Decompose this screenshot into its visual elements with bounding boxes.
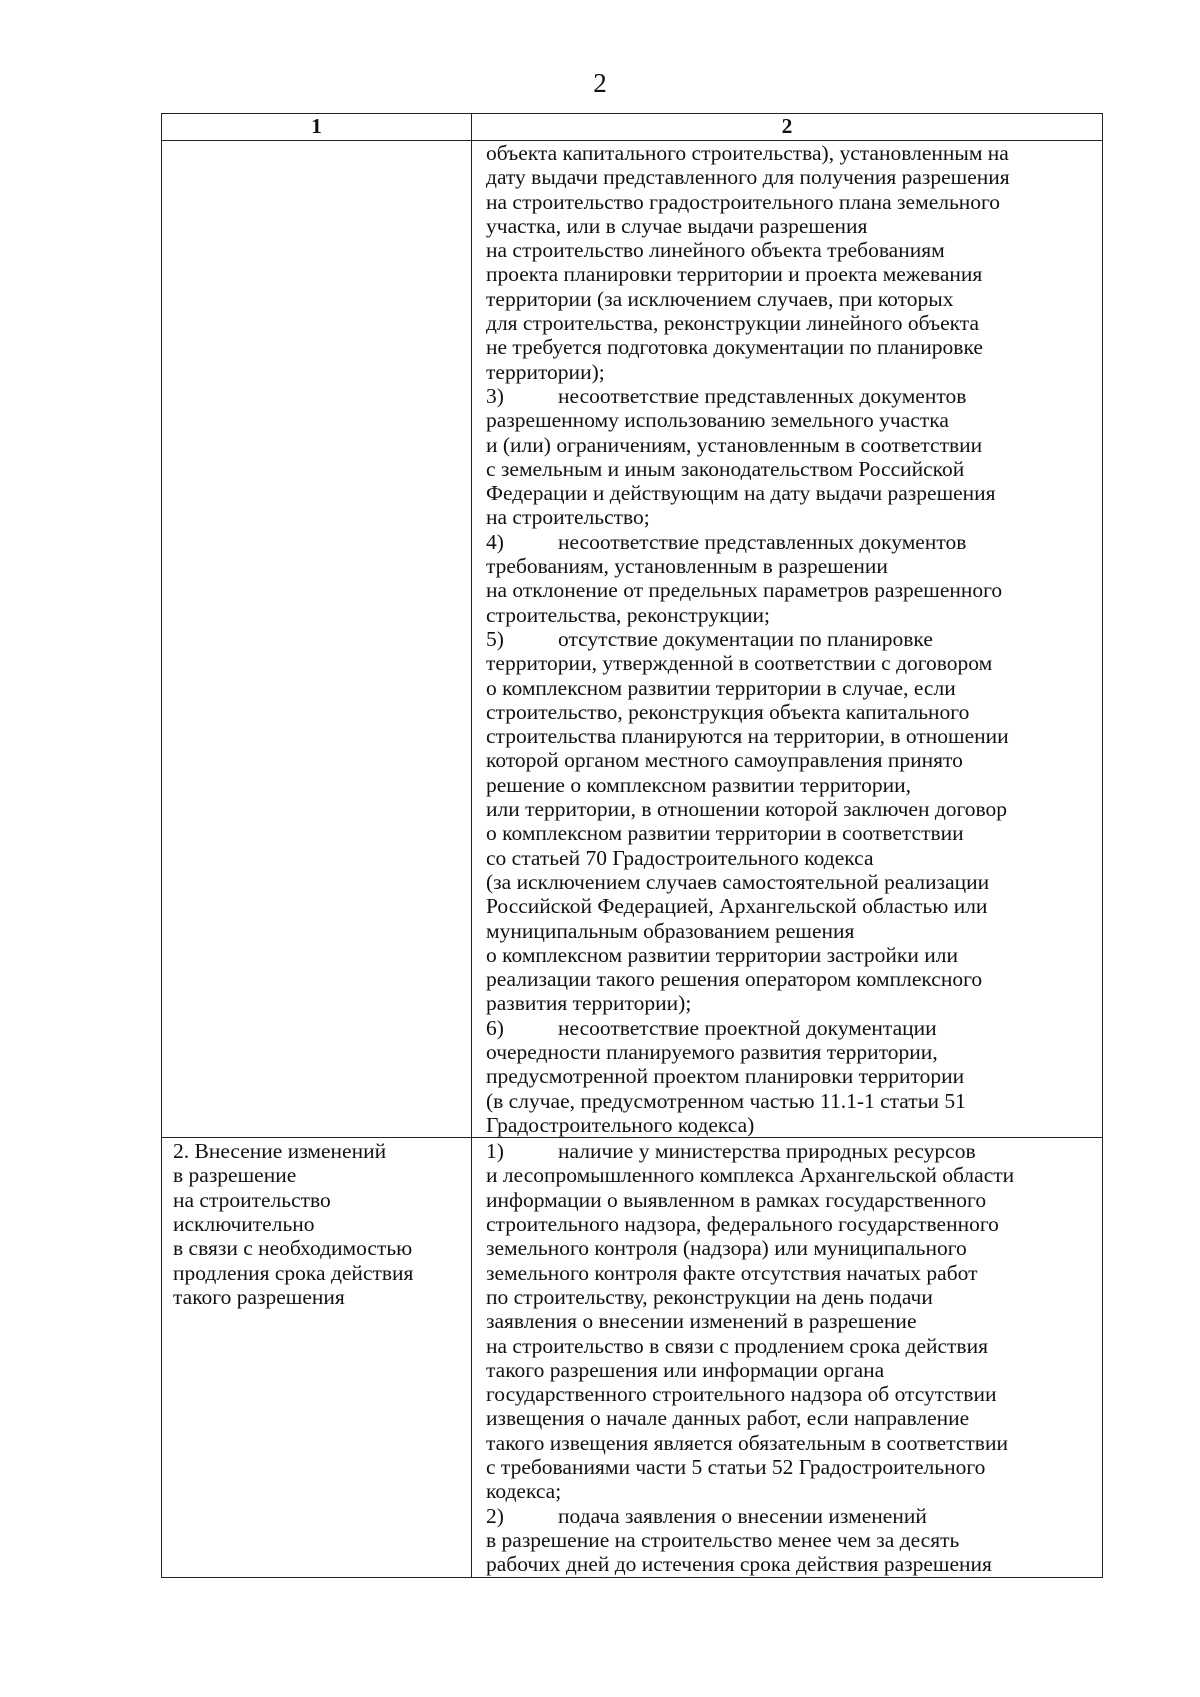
line-text: такого извещения является обязательным в соответствии (486, 1430, 1008, 1455)
line-text: требованиям, установленным в разрешении (486, 554, 888, 579)
cell-text-line (486, 1382, 1102, 1406)
cell-text-line (486, 1212, 1102, 1236)
cell-text-line (486, 748, 1102, 772)
cell-text-line (486, 724, 1102, 748)
line-text: очередности планируемого развития территории, (486, 1039, 938, 1064)
line-text: земельного контроля факте отсутствия начатых работ (486, 1260, 978, 1285)
cell-text-line (486, 894, 1102, 918)
cell-text-line (486, 1139, 1102, 1163)
cell-text-line (486, 870, 1102, 894)
line-text: кодекса; (486, 1479, 562, 1504)
line-text: территории (за исключением случаев, при которых (486, 286, 954, 311)
line-text: строительного надзора, федерального государственного (486, 1212, 999, 1237)
cell-text-line (486, 141, 1102, 165)
line-text: отсутствие документации по планировке (558, 626, 933, 651)
cell-text-line (486, 797, 1102, 821)
line-text: рабочих дней до истечения срока действия разрешения (486, 1552, 992, 1577)
cell-text-line (486, 1113, 1102, 1137)
cell-text-line (486, 530, 1102, 554)
line-text: разрешенному использованию земельного участка (486, 408, 949, 433)
cell-text-line (486, 481, 1102, 505)
cell-text-line (486, 1504, 1102, 1528)
line-text: по строительству, реконструкции на день подачи (486, 1284, 933, 1309)
cell-text-line (486, 1261, 1102, 1285)
table-row (162, 1138, 1103, 1577)
line-text: земельного контроля (надзора) или муниципального (486, 1236, 967, 1261)
cell-text-line (486, 287, 1102, 311)
line-text: не требуется подготовка документации по планировке (486, 335, 983, 360)
line-text: реализации такого решения оператором комплексного (486, 967, 983, 992)
line-text: участка, или в случае выдачи разрешения (486, 213, 868, 238)
cell-text-line (486, 1040, 1102, 1064)
cell-text-line (486, 165, 1102, 189)
line-text: на строительство в связи с продлением срока действия (486, 1333, 988, 1358)
item-number: 6) (486, 1015, 504, 1040)
table-row (162, 141, 1103, 1138)
line-text: и лесопромышленного комплекса Архангельской области (486, 1163, 1015, 1188)
cell-text-line (486, 967, 1102, 991)
line-text: Градостроительного кодекса) (486, 1112, 755, 1137)
line-text: строительство, реконструкция объекта капитального (486, 699, 970, 724)
cell-text-line (486, 214, 1102, 238)
cell-text-line (486, 1528, 1102, 1552)
line-text: государственного строительного надзора об отсутствии (486, 1382, 997, 1407)
cell-text-line (486, 1016, 1102, 1040)
line-text: территории); (486, 359, 605, 384)
cell-text-line (486, 1479, 1102, 1503)
cell-text-line: 2. Внесение изменений (173, 1139, 387, 1164)
line-text: на строительство линейного объекта требованиям (486, 238, 945, 263)
cell-text-line (486, 457, 1102, 481)
line-text: в разрешение на строительство менее чем за десять (486, 1527, 960, 1552)
line-text: Федерации и действующим на дату выдачи разрешения (486, 481, 996, 506)
cell-text-line (486, 384, 1102, 408)
line-text: на строительство градостроительного плана земельного (486, 189, 1001, 214)
line-text: и (или) ограничениям, установленным в соответствии (486, 432, 983, 457)
cell-text-line (486, 676, 1102, 700)
line-text: проекта планировки территории и проекта межевания (486, 262, 983, 287)
line-text: заявления о внесении изменений в разрешение (486, 1309, 917, 1334)
cell-text-line (486, 821, 1102, 845)
table-cell-left (162, 141, 472, 1138)
line-text: (за исключением случаев самостоятельной реализации (486, 869, 990, 894)
line-text: с требованиями части 5 статьи 52 Градостроительного (486, 1455, 986, 1480)
line-text: извещения о начале данных работ, если направление (486, 1406, 970, 1431)
cell-text-line (486, 1552, 1102, 1576)
cell-text-line (486, 700, 1102, 724)
line-text: такого разрешения или информации органа (486, 1357, 885, 1382)
item-number: 1) (486, 1139, 504, 1164)
table-cell-right (472, 141, 1103, 1138)
column-header-2: 2 (472, 114, 1103, 141)
table-cell-right (472, 1138, 1103, 1577)
line-text: предусмотренной проектом планировки территории (486, 1064, 965, 1089)
cell-text-line (486, 1089, 1102, 1113)
line-text: муниципальным образованием решения (486, 918, 855, 943)
table-header-row (162, 114, 1103, 141)
cell-text-line (486, 943, 1102, 967)
cell-text-line (486, 627, 1102, 651)
cell-text-line: в связи с необходимостью (173, 1236, 413, 1261)
item-number: 2) (486, 1503, 504, 1528)
line-text: наличие у министерства природных ресурсов (558, 1139, 976, 1164)
line-text: строительства планируются на территории, в отношении (486, 724, 1009, 749)
line-text: о комплексном развитии территории застройки или (486, 942, 958, 967)
line-text: Российской Федерацией, Архангельской областью или (486, 894, 988, 919)
cell-text-line: продления срока действия (173, 1260, 414, 1285)
column-header-1: 1 (162, 114, 472, 141)
line-text: несоответствие проектной документации (558, 1015, 937, 1040)
cell-text-line (486, 1455, 1102, 1479)
item-number: 5) (486, 626, 504, 651)
cell-text-line (486, 846, 1102, 870)
line-text: развития территории); (486, 991, 692, 1016)
cell-text-line (486, 991, 1102, 1015)
cell-text-line (486, 238, 1102, 262)
cell-text-line (486, 1358, 1102, 1382)
line-text: территории, утвержденной в соответствии с договором (486, 651, 993, 676)
line-text: или территории, в отношении которой заключен договор (486, 797, 1008, 822)
cell-text-line (486, 1334, 1102, 1358)
line-text: с земельным и иным законодательством Российской (486, 456, 965, 481)
cell-text-line (486, 1163, 1102, 1187)
cell-text-line (486, 603, 1102, 627)
cell-text-line (486, 554, 1102, 578)
cell-text-line (486, 773, 1102, 797)
cell-text-line (486, 433, 1102, 457)
cell-text-line (486, 190, 1102, 214)
cell-text-line (486, 578, 1102, 602)
line-text: для строительства, реконструкции линейного объекта (486, 311, 979, 336)
line-text: дату выдачи представленного для получения разрешения (486, 165, 1010, 190)
cell-text-line (486, 360, 1102, 384)
line-text: решение о комплексном развитии территории, (486, 772, 911, 797)
cell-text-line (486, 408, 1102, 432)
cell-text-line (486, 262, 1102, 286)
cell-text-line: исключительно (173, 1212, 315, 1237)
cell-text-line (486, 505, 1102, 529)
line-text: объекта капитального строительства), установленным на (486, 141, 1009, 165)
table-cell-left (162, 1138, 472, 1577)
line-text: о комплексном развитии территории в случае, если (486, 675, 956, 700)
line-text: несоответствие представленных документов (558, 383, 967, 408)
cell-text-line (486, 335, 1102, 359)
line-text: на отклонение от предельных параметров разрешенного (486, 578, 1003, 603)
line-text: о комплексном развитии территории в соответствии (486, 821, 964, 846)
cell-text-line (486, 1285, 1102, 1309)
cell-text-line: в разрешение (173, 1163, 297, 1188)
cell-text-line (486, 1431, 1102, 1455)
cell-text-line (486, 651, 1102, 675)
line-text: (в случае, предусмотренном частью 11.1-1 статьи 51 (486, 1088, 966, 1113)
line-text: на строительство; (486, 505, 650, 530)
item-number: 3) (486, 383, 504, 408)
cell-text-line (486, 311, 1102, 335)
line-text: подача заявления о внесении изменений (558, 1503, 927, 1528)
requirements-table (161, 113, 1103, 1578)
cell-text-line: такого разрешения (173, 1284, 345, 1309)
cell-text-line (486, 1236, 1102, 1260)
line-text: строительства, реконструкции; (486, 602, 771, 627)
line-text: несоответствие представленных документов (558, 529, 967, 554)
page-number: 2 (593, 68, 607, 98)
cell-text-line: на строительство (173, 1187, 331, 1212)
cell-text-line (486, 1188, 1102, 1212)
cell-text-line (486, 1309, 1102, 1333)
line-text: которой органом местного самоуправления принято (486, 748, 963, 773)
line-text: со статьей 70 Градостроительного кодекса (486, 845, 874, 870)
item-number: 4) (486, 529, 504, 554)
line-text: информации о выявленном в рамках государственного (486, 1187, 987, 1212)
cell-text-line (486, 1064, 1102, 1088)
cell-text-line (486, 1406, 1102, 1430)
cell-text-line (486, 919, 1102, 943)
